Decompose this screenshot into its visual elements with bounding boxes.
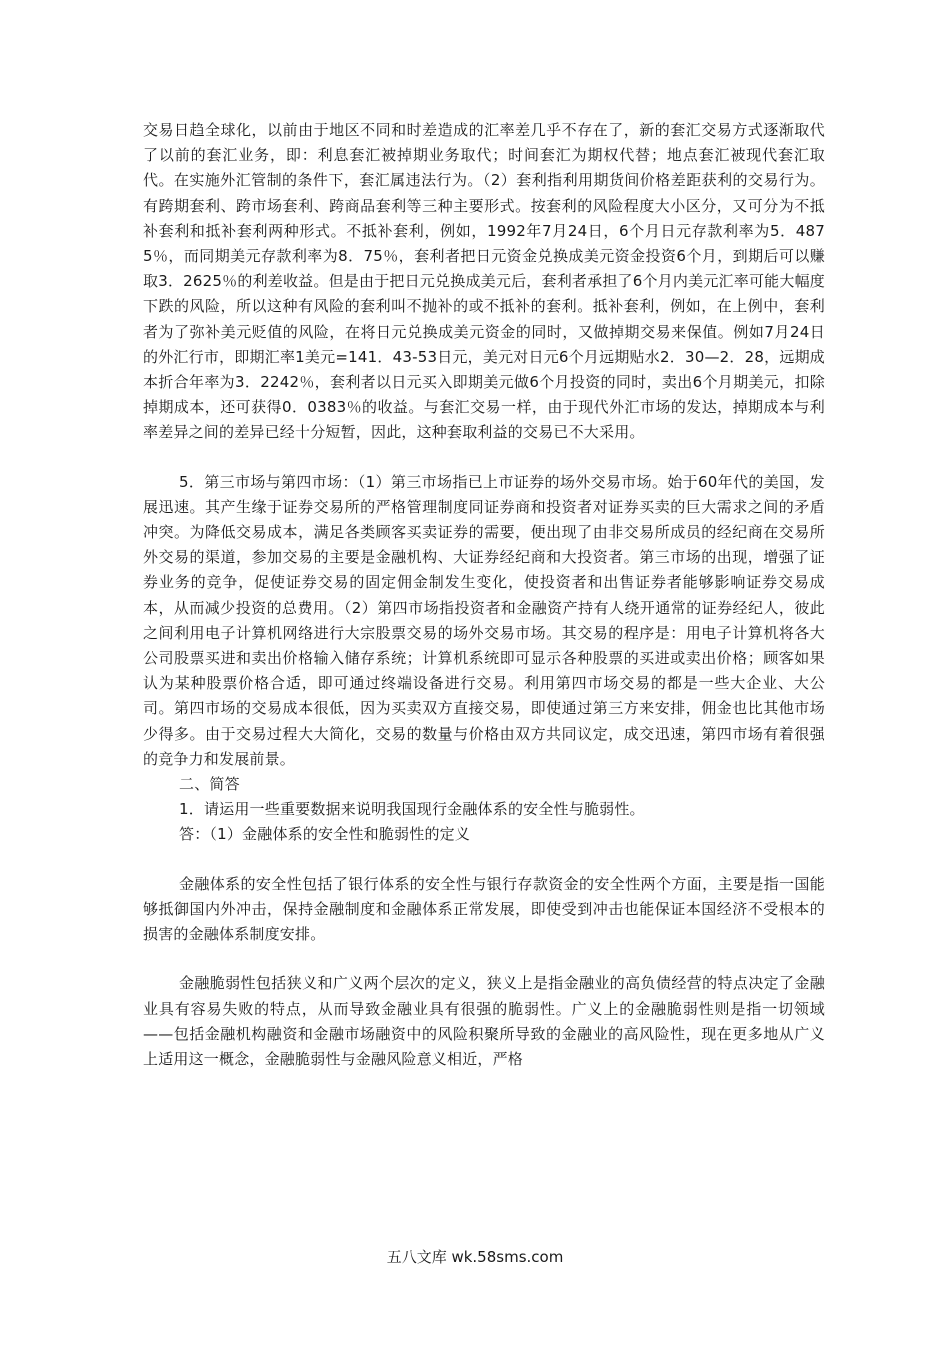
- section-heading-short-answer: 二、简答: [179, 775, 240, 794]
- answer-1-heading: 答：（1）金融体系的安全性和脆弱性的定义: [179, 825, 471, 844]
- paragraph-arbitrage: 交易日趋全球化，以前由于地区不同和时差造成的汇率差几乎不存在了，新的套汇交易方式逐渐取代了以前的套汇业务，即：利息套汇被掉期业务取代；时间套汇为期权代替；地点套汇被现代套汇取代。在实施外汇管制的条件下，套汇属违法行为。（2）套利指利用期货间价格差距获利的交易行为。有跨期套利、跨市场套利、跨商品套利等三种主要形式。按套利的风险程度大小区分，又可分为不抵补套利和抵补套利两种形式。不抵补套利，例如，1992年7月24日，6个月日元存款利率为5．4875％，而同期美元存款利率为8．75％，套利者把日元资金兑换成美元资金投资6个月，到期后可以赚取3．2625％的利差收益。但是由于把日元兑换成美元后，套利者承担了6个月内美元汇率可能大幅度下跌的风险，所以这种有风险的套利叫不抛补的或不抵补的套利。抵补套利，例如，在上例中，套利者为了弥补美元贬值的风险，在将日元兑换成美元资金的同时，又做掉期交易来保值。例如7月24日的外汇行市，即期汇率1美元=141．43-53日元，美元对日元6个月远期贴水2．30—2．28，远期成本折合年率为3．2242％，套利者以日元买入即期美元做6个月投资的同时，卖出6个月期美元，扣除掉期成本，还可获得0．0383％的收益。与套汇交易一样，由于现代外汇市场的发达，掉期成本与利率差异之间的差异已经十分短暂，因此，这种套取利益的交易已不大采用。: [143, 121, 825, 442]
- footer-watermark: 五八文库 wk.58sms.com: [386, 1248, 564, 1266]
- question-1: 1．请运用一些重要数据来说明我国现行金融体系的安全性与脆弱性。: [179, 800, 645, 819]
- document-body: [143, 118, 825, 1072]
- paragraph-third-fourth-market: 5．第三市场与第四市场：（1）第三市场指已上市证券的场外交易市场。始于60年代的美国，发展迅速。其产生缘于证券交易所的严格管理制度同证券商和投资者对证券买卖的巨大需求之间的矛盾冲突。为降低交易成本，满足各类顾客买卖证券的需要，便出现了由非交易所成员的经纪商在交易所外交易的渠道，参加交易的主要是金融机构、大证券经纪商和大投资者。第三市场的出现，增强了证券业务的竞争，促使证券交易的固定佣金制发生变化，使投资者和出售证券者能够影响证券交易成本，从而减少投资的总费用。（2）第四市场指投资者和金融资产持有人绕开通常的证券经纪人，彼此之间利用电子计算机网络进行大宗股票交易的场外交易市场。其交易的程序是：用电子计算机将各大公司股票买进和卖出价格输入储存系统；计算机系统即可显示各种股票的买进或卖出价格；顾客如果认为某种股票价格合适，即可通过终端设备进行交易。利用第四市场交易的都是一些大企业、大公司。第四市场的交易成本很低，因为买卖双方直接交易，即使通过第三方来安排，佣金也比其他市场少得多。由于交易过程大大简化，交易的数量与价格由双方共同议定，成交迅速，第四市场有着很强的竞争力和发展前景。: [143, 472, 825, 768]
- paragraph-financial-fragility: 金融脆弱性包括狭义和广义两个层次的定义，狭义上是指金融业的高负债经营的特点决定了金融业具有容易失败的特点，从而导致金融业具有很强的脆弱性。广义上的金融脆弱性则是指一切领域——包括金融机构融资和金融市场融资中的风险积聚所导致的金融业的高风险性，现在更多地从广义上适用这一概念，金融脆弱性与金融风险意义相近，严格: [143, 974, 825, 1068]
- paragraph-financial-security: 金融体系的安全性包括了银行体系的安全性与银行存款资金的安全性两个方面，主要是指一国能够抵御国内外冲击，保持金融制度和金融体系正常发展，即使受到冲击也能保证本国经济不受根本的损害的金融体系制度安排。: [143, 874, 825, 944]
